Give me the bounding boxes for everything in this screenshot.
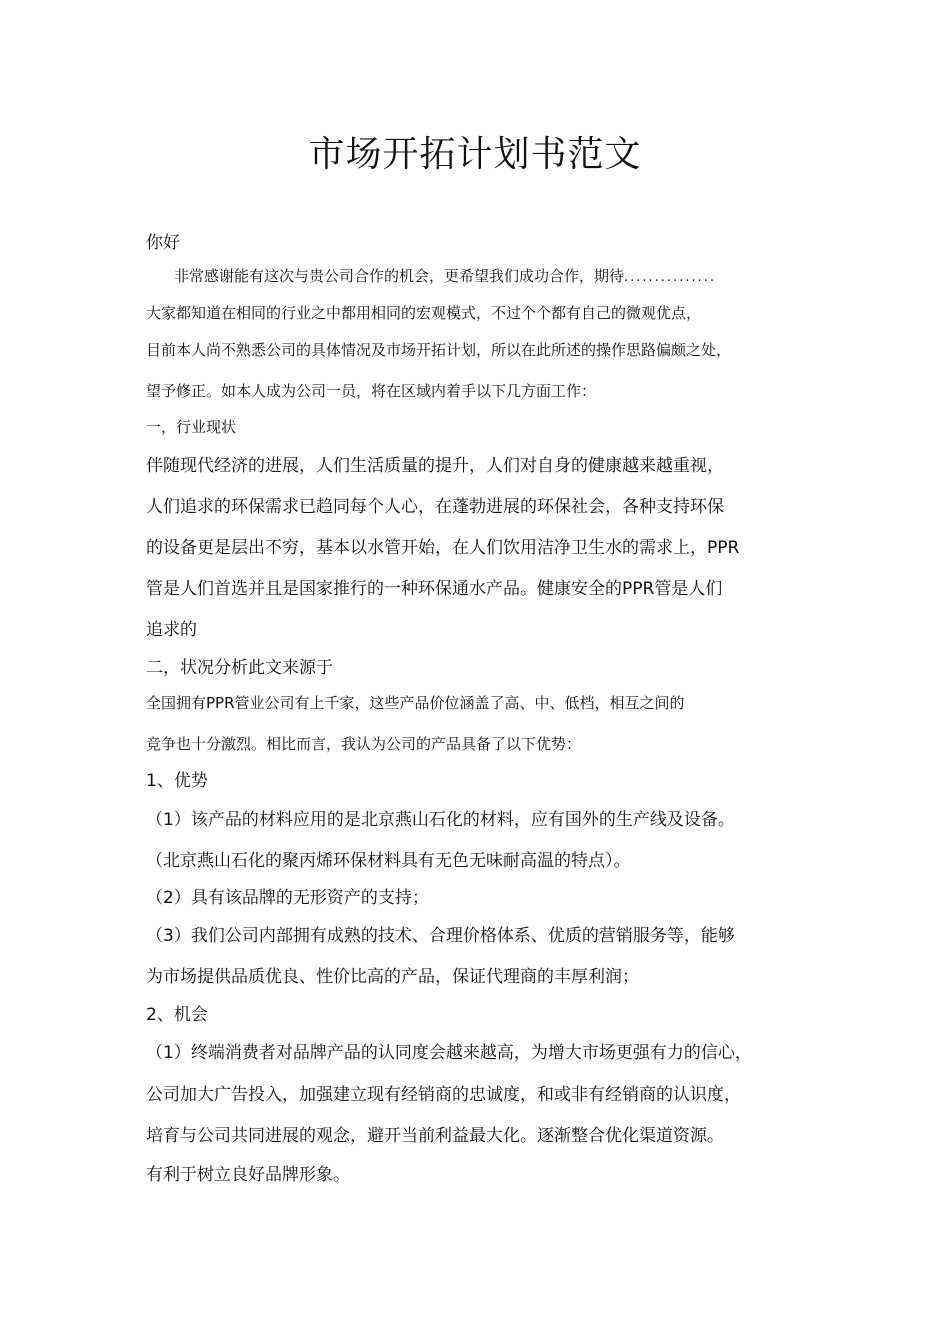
advantage-item: （3）我们公司内部拥有成熟的技术、合理价格体系、优质的营销服务等，能够	[146, 926, 735, 946]
intro-line-2: 大家都知道在相同的行业之中都用相同的宏观模式，不过个个都有自己的微观优点，	[146, 304, 702, 322]
section-2-paragraph-line: 竞争也十分激烈。相比而言，我认为公司的产品具备了以下优势：	[146, 735, 582, 753]
intro-line-1	[174, 265, 716, 286]
advantages-heading: 1、优势	[146, 771, 208, 791]
intro-line-3: 目前本人尚不熟悉公司的具体情况及市场开拓计划，所以在此所述的操作思路偏颇之处，	[146, 341, 732, 359]
advantage-item: （1）该产品的材料应用的是北京燕山石化的材料，应有国外的生产线及设备。	[146, 810, 735, 830]
section-2-paragraph-line: 全国拥有PPR管业公司有上千家，这些产品价位涵盖了高、中、低档，相互之间的	[146, 694, 685, 712]
opportunity-item: 有利于树立良好品牌形象。	[146, 1165, 350, 1185]
section-1-paragraph-line: 追求的	[146, 620, 197, 640]
advantage-item: 为市场提供品质优良、性价比高的产品，保证代理商的丰厚利润；	[146, 967, 639, 987]
opportunities-heading: 2、机会	[146, 1005, 208, 1025]
advantage-item: （北京燕山石化的聚丙烯环保材料具有无色无味耐高温的特点）。	[146, 851, 631, 871]
section-1-paragraph-line: 伴随现代经济的进展，人们生活质量的提升，人们对自身的健康越来越重视，	[146, 456, 724, 476]
advantage-item: （2）具有该品牌的无形资产的支持；	[146, 888, 429, 908]
section-1-paragraph-line: 管是人们首选并且是国家推行的一种环保通水产品。健康安全的PPR管是人们	[146, 579, 723, 599]
greeting: 你好	[146, 233, 180, 253]
opportunity-item: 培育与公司共同进展的观念，避开当前利益最大化。逐渐整合优化渠道资源。	[146, 1126, 724, 1146]
section-1-paragraph-line: 人们追求的环保需求已趋同每个人心，在蓬勃进展的环保社会，各种支持环保	[146, 497, 724, 517]
section-2-heading: 二，状况分析此文来源于	[146, 658, 333, 678]
opportunity-item: （1）终端消费者对品牌产品的认同度会越来越高，为增大市场更强有力的信心，	[146, 1043, 752, 1063]
intro-ellipsis: ...............	[624, 270, 717, 285]
opportunity-item: 公司加大广告投入，加强建立现有经销商的忠诚度，和或非有经销商的认识度，	[146, 1085, 741, 1105]
section-1-paragraph-line: 的设备更是层出不穷，基本以水管开始，在人们饮用洁净卫生水的需求上，PPR	[146, 538, 740, 558]
page-title: 市场开拓计划书范文	[308, 134, 642, 175]
intro-line-4: 望予修正。如本人成为公司一员，将在区域内着手以下几方面工作：	[146, 382, 597, 400]
intro-text: 非常感谢能有这次与贵公司合作的机会，更希望我们成功合作，期待	[174, 267, 625, 285]
section-1-heading: 一，行业现状	[146, 418, 237, 436]
